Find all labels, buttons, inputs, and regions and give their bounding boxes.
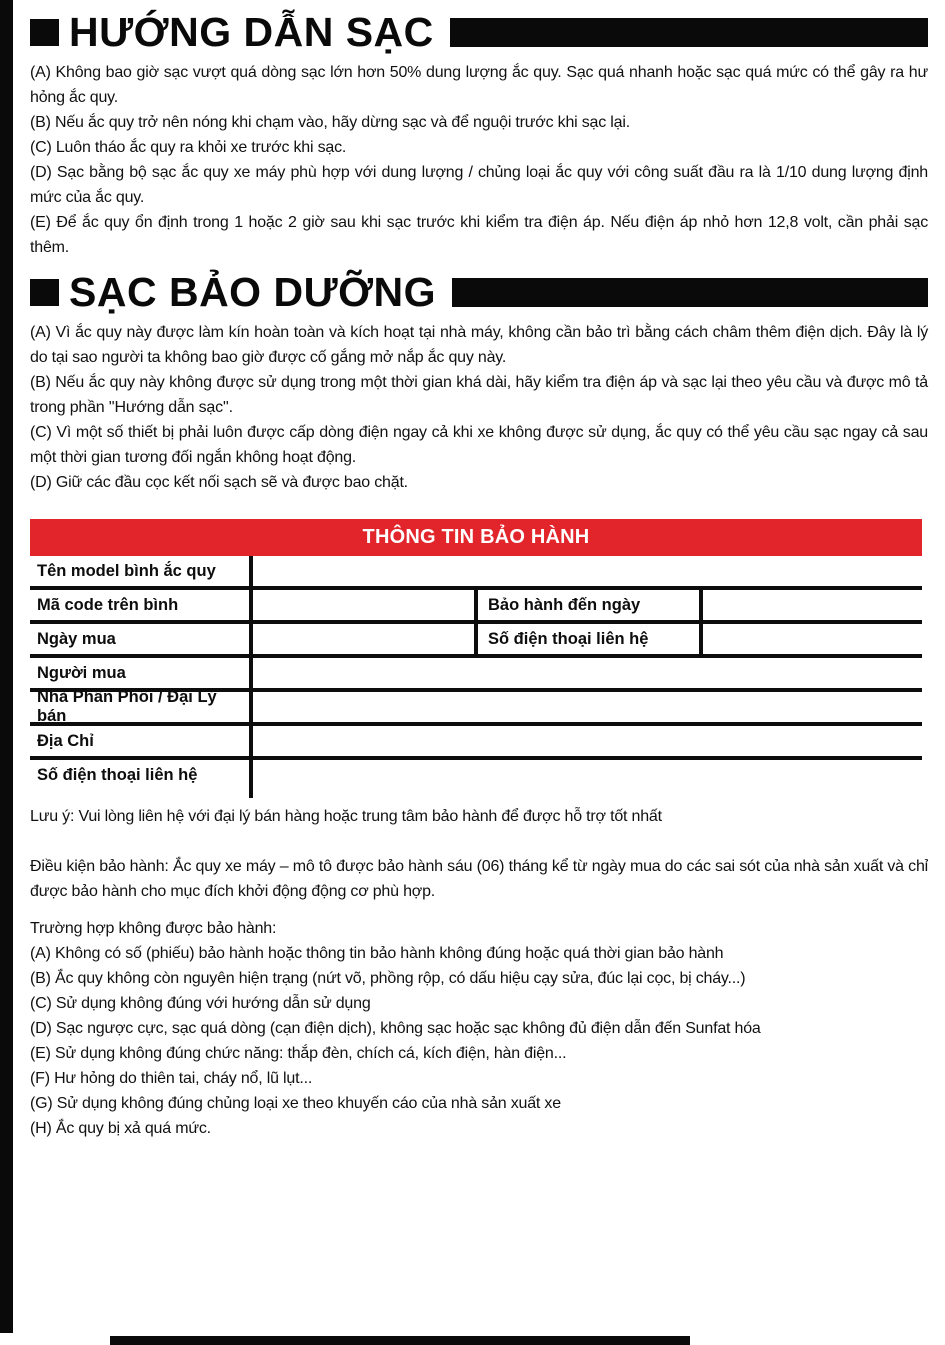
warranty-table-title: THÔNG TIN BẢO HÀNH	[30, 519, 922, 556]
exclusion-item-e: (E) Sử dụng không đúng chức năng: thắp đèn, chích cá, kích điện, hàn điện...	[30, 1045, 567, 1062]
charging-item-d: (D) Sạc bằng bộ sạc ắc quy xe máy phù hợp với dung lượng / chủng loại ắc quy với công suất đầu ra là 1/10 dung lượng định mức của ắc quy.	[30, 164, 928, 206]
table-row-distributor	[30, 688, 922, 725]
exclusion-item-d: (D) Sạc ngược cực, sạc quá dòng (cạn điện dịch), không sạc hoặc sạc không đủ điện dẫn đến Sunfat hóa	[30, 1020, 761, 1037]
note-text: Lưu ý: Vui lòng liên hệ với đại lý bán hàng hoặc trung tâm bảo hành để được hỗ trợ tốt nhất	[30, 808, 662, 825]
warranty-table-body	[30, 556, 922, 790]
table-label: Số điện thoại liên hệ	[37, 765, 198, 784]
section-charging	[30, 10, 928, 260]
table-divider	[474, 586, 478, 658]
exclusions-title: Trường hợp không được bảo hành:	[30, 920, 277, 937]
table-label: Bảo hành đến ngày	[488, 595, 641, 614]
exclusion-item-g: (G) Sử dụng không đúng chủng loại xe theo khuyến cáo của nhà sản xuất xe	[30, 1095, 561, 1112]
table-label: Địa Chỉ	[37, 731, 94, 750]
header-bar	[450, 18, 928, 47]
square-bullet-icon	[30, 279, 59, 306]
exclusion-item-h: (H) Ắc quy bị xả quá mức.	[30, 1120, 211, 1137]
warranty-conditions-text: Điều kiện bảo hành: Ắc quy xe máy – mô tô được bảo hành sáu (06) tháng kể từ ngày mua do các sai sót của nhà sản xuất và chỉ được bảo hành cho mục đích khởi động động cơ phù hợp.	[30, 858, 928, 900]
section-header-maintenance	[30, 270, 928, 314]
exclusion-item-f: (F) Hư hỏng do thiên tai, cháy nổ, lũ lụt...	[30, 1070, 313, 1087]
exclusion-item-a: (A) Không có số (phiếu) bảo hành hoặc thông tin bảo hành không đúng hoặc quá thời gian bảo hành	[30, 945, 724, 962]
warranty-table	[30, 519, 922, 790]
next-section-bar	[110, 1336, 690, 1345]
table-label: Ngày mua	[37, 629, 116, 648]
table-label: Nhà Phân Phối / Đại Lý bán	[37, 688, 217, 725]
exclusion-item-b: (B) Ắc quy không còn nguyên hiện trạng (nứt võ, phồng rộp, có dấu hiệu cạy sửa, đúc lại cọc, bị cháy...)	[30, 970, 746, 987]
table-label: Mã code trên bình	[37, 595, 179, 614]
maintenance-item-c: (C) Vì một số thiết bị phải luôn được cấp dòng điện ngay cả khi xe không được sử dụng, ắc quy có thể yêu cầu sạc ngay cả sau một thời gian tương đối ngắn không hoạt động.	[30, 424, 928, 466]
table-row-buyer	[30, 658, 922, 688]
square-bullet-icon	[30, 19, 59, 46]
table-cell-value	[249, 624, 474, 654]
exclusion-item-c: (C) Sử dụng không đúng với hướng dẫn sử dụng	[30, 995, 371, 1012]
charging-item-e: (E) Để ắc quy ổn định trong 1 hoặc 2 giờ sau khi sạc trước khi kiểm tra điện áp. Nếu điện áp nhỏ hơn 12,8 volt, cần phải sạc thêm.	[30, 214, 928, 256]
table-row-phone	[30, 760, 922, 790]
table-label: Tên model bình ắc quy	[37, 561, 216, 580]
maintenance-item-a: (A) Vì ắc quy này được làm kín hoàn toàn và kích hoạt tại nhà máy, không cần bảo trì bằng cách châm thêm điện dịch. Đây là lý do tại sao người ta không bao giờ được cố gắng mở nắp ắc quy này.	[30, 324, 928, 366]
table-cell-value	[699, 590, 922, 620]
table-cell-value	[249, 590, 474, 620]
section-maintenance	[30, 270, 928, 495]
table-label: Số điện thoại liên hệ	[488, 629, 649, 648]
table-row-address	[30, 726, 922, 756]
table-row-model	[30, 556, 922, 586]
page-content	[30, 10, 928, 1141]
table-cell-value	[699, 624, 922, 654]
section-title-charging: HƯỚNG DẪN SẠC	[69, 9, 434, 55]
header-bar	[452, 278, 928, 307]
charging-item-b: (B) Nếu ắc quy trở nên nóng khi chạm vào, hãy dừng sạc và để nguội trước khi sạc lại.	[30, 114, 630, 131]
table-cell-value	[249, 556, 922, 586]
table-divider	[699, 586, 703, 658]
table-cell-value	[249, 658, 922, 688]
table-cell-value	[249, 692, 922, 722]
charging-item-a: (A) Không bao giờ sạc vượt quá dòng sạc lớn hơn 50% dung lượng ắc quy. Sạc quá nhanh hoặc sạc quá mức có thể gây ra hư hỏng ắc quy.	[30, 64, 928, 106]
table-divider	[249, 556, 253, 798]
maintenance-item-d: (D) Giữ các đầu cọc kết nối sạch sẽ và được bao chặt.	[30, 474, 408, 491]
section-header-charging	[30, 10, 928, 54]
table-label: Người mua	[37, 663, 126, 682]
charging-item-c: (C) Luôn tháo ắc quy ra khỏi xe trước khi sạc.	[30, 139, 347, 156]
table-cell-value	[249, 726, 922, 756]
table-cell-value	[249, 760, 922, 790]
section-title-maintenance: SẠC BẢO DƯỠNG	[69, 269, 437, 315]
page-edge-strip	[0, 0, 13, 1333]
maintenance-item-b: (B) Nếu ắc quy này không được sử dụng trong một thời gian khá dài, hãy kiểm tra điện áp và sạc lại theo yêu cầu và được mô tả trong phần ''Hướng dẫn sạc''.	[30, 374, 928, 416]
